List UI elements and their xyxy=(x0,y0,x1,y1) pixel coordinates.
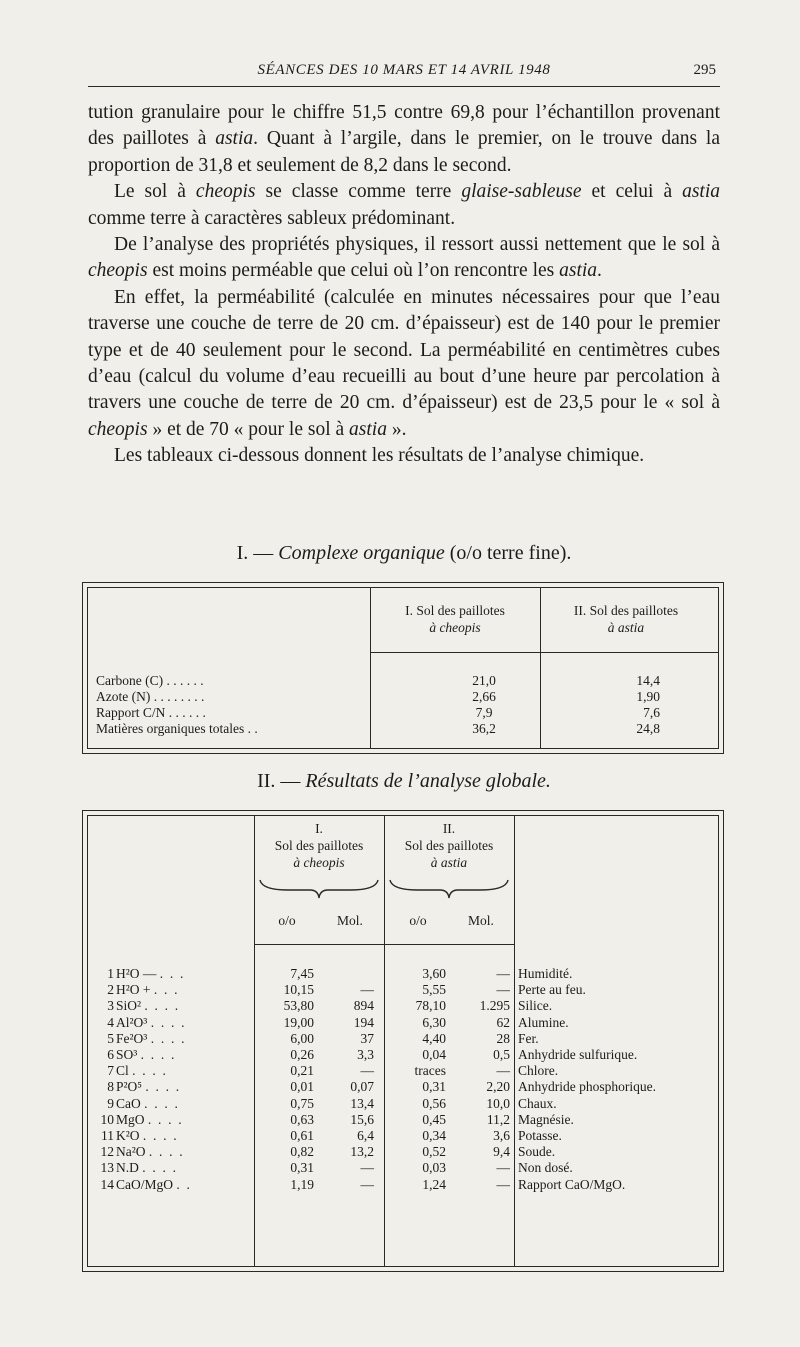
percent-astia: 0,03 xyxy=(422,1160,446,1176)
row-number: 3 xyxy=(107,998,114,1014)
row-number: 13 xyxy=(100,1160,114,1176)
table-row xyxy=(88,1128,718,1144)
row-number: 7 xyxy=(107,1063,114,1079)
row-label: SO³ . . . . xyxy=(116,1047,175,1062)
row-description: Anhydride phosphorique. xyxy=(518,1079,656,1095)
row-number: 14 xyxy=(100,1176,114,1192)
running-header xyxy=(88,58,720,87)
mol-astia: 3,6 xyxy=(493,1128,510,1143)
mol-cheopis: 194 xyxy=(353,1014,374,1030)
mol-astia: 28 xyxy=(496,1030,510,1046)
percent-cheopis: 0,01 xyxy=(290,1079,314,1095)
row-label: Rapport C/N . . . . . . xyxy=(96,705,206,720)
row-label: MgO . . . . xyxy=(116,1111,182,1127)
row-number: 12 xyxy=(100,1144,114,1160)
row-description: Chaux. xyxy=(518,1095,557,1111)
italic-term: astia xyxy=(349,418,387,440)
row-label: Carbone (C) . . . . . . xyxy=(96,673,204,688)
percent-cheopis: 6,00 xyxy=(290,1030,314,1046)
text-run: De l’analyse des propriétés physiques, il ressort aussi nettement que le sol à xyxy=(114,234,720,256)
table-organic-complex xyxy=(82,582,724,754)
value-cheopis: 7,9 xyxy=(475,705,493,720)
row-label: K²O . . . . xyxy=(116,1128,177,1143)
table-row xyxy=(88,1031,718,1047)
header-rule xyxy=(370,652,718,653)
italic-term: cheopis xyxy=(88,260,148,282)
group-title: Sol des paillotes xyxy=(404,838,494,853)
percent-cheopis: 19,00 xyxy=(283,1014,314,1030)
percent-astia: 3,60 xyxy=(422,966,446,981)
row-description: Rapport CaO/MgO. xyxy=(518,1176,626,1192)
text-run: En effet, la perméabilité (calculée en minutes nécessaires pour que l’eau traverse une couche de terre de 20 cm. d’épaisseur) est de 140 pour le premier type et de 40 seulement pour le second. La perméabilité en centimètres cubes d’eau (calcul du volume d’eau recueilli au bout d’une heure par percolation à travers une couche de terre de 20 cm. d’épaisseur) est de 23,5 pour le « sol à xyxy=(88,286,720,414)
group-number: II. xyxy=(442,821,456,836)
group-subtitle: à cheopis xyxy=(293,855,345,870)
table-row xyxy=(88,998,718,1014)
row-label: H²O + . . . xyxy=(116,982,178,998)
percent-astia: 0,34 xyxy=(422,1128,446,1143)
mol-astia: — xyxy=(496,966,510,981)
table-row xyxy=(96,672,718,689)
italic-term: cheopis xyxy=(195,181,256,203)
percent-cheopis: 1,19 xyxy=(290,1176,314,1192)
row-number: 10 xyxy=(100,1111,114,1127)
italic-term: glaise-sableuse xyxy=(461,181,582,203)
value-cheopis: 21,0 xyxy=(472,673,496,688)
group-subtitle: à astia xyxy=(430,855,468,870)
paragraph-1 xyxy=(88,100,720,179)
paragraph-3 xyxy=(88,232,720,285)
column-subtitle: à cheopis xyxy=(429,620,481,635)
row-label: Na²O . . . . xyxy=(116,1144,183,1160)
mol-astia: 1.295 xyxy=(479,998,510,1014)
row-label: CaO . . . . xyxy=(116,1095,178,1111)
row-number: 9 xyxy=(107,1095,114,1111)
subheader-mol: Mol. xyxy=(337,913,363,928)
table-row xyxy=(96,704,718,721)
row-number: 4 xyxy=(107,1014,114,1030)
table-row xyxy=(88,982,718,998)
row-description: Potasse. xyxy=(518,1128,562,1143)
paragraph-4 xyxy=(88,285,720,443)
table-row xyxy=(88,1015,718,1031)
mol-astia: — xyxy=(496,1176,510,1192)
percent-cheopis: 0,21 xyxy=(290,1063,314,1079)
mol-astia: 2,20 xyxy=(486,1079,510,1095)
mol-cheopis: — xyxy=(360,1176,374,1192)
row-label: Cl . . . . xyxy=(116,1063,166,1079)
row-description: Fer. xyxy=(518,1030,539,1046)
row-description: Magnésie. xyxy=(518,1111,574,1127)
percent-astia: 0,45 xyxy=(422,1111,446,1127)
column-header-cheopis xyxy=(370,602,540,636)
percent-cheopis: 10,15 xyxy=(283,982,314,998)
column-group-astia xyxy=(384,820,514,871)
row-label: H²O — . . . xyxy=(116,966,184,981)
column-title: I. Sol des paillotes xyxy=(405,603,505,618)
paragraph-2 xyxy=(88,179,720,232)
mol-astia: — xyxy=(496,1160,510,1176)
column-header-astia xyxy=(540,602,712,636)
mol-astia: 11,2 xyxy=(486,1111,510,1127)
column-subtitle: à astia xyxy=(607,620,645,635)
page-number: 295 xyxy=(693,62,716,78)
percent-astia: 0,04 xyxy=(422,1047,446,1062)
mol-astia: — xyxy=(496,982,510,998)
percent-cheopis: 0,82 xyxy=(290,1144,314,1160)
header-rule xyxy=(254,944,514,945)
percent-cheopis: 0,31 xyxy=(290,1160,314,1176)
mol-cheopis: 37 xyxy=(360,1030,374,1046)
value-astia: 1,90 xyxy=(636,689,660,704)
mol-cheopis: 894 xyxy=(353,998,374,1014)
section-number: I. — xyxy=(236,542,279,564)
italic-term: astia xyxy=(559,260,598,282)
row-label: Azote (N) . . . . . . . . xyxy=(96,689,205,704)
text-run: » et de 70 « pour le sol à xyxy=(147,418,350,440)
text-run: . xyxy=(597,260,602,282)
value-astia: 14,4 xyxy=(636,673,660,688)
mol-cheopis: 6,4 xyxy=(357,1128,374,1143)
table-row xyxy=(88,1079,718,1095)
row-label: Al²O³ . . . . xyxy=(116,1014,185,1030)
value-cheopis: 2,66 xyxy=(472,689,496,704)
section-suffix: (o/o terre fine). xyxy=(444,542,572,564)
mol-astia: 0,5 xyxy=(493,1047,510,1062)
table-row xyxy=(88,1160,718,1176)
section-title-2 xyxy=(88,770,720,793)
row-number: 1 xyxy=(107,966,114,981)
percent-cheopis: 7,45 xyxy=(290,966,314,981)
text-run: et celui à xyxy=(581,181,683,203)
section-number: II. — xyxy=(257,770,306,792)
text-run: comme terre à caractères sableux prédominant. xyxy=(88,207,456,229)
row-description: Perte au feu. xyxy=(518,982,586,998)
text-run: Le sol à xyxy=(114,181,196,203)
text-run: se classe comme terre xyxy=(255,181,462,203)
percent-astia: 4,40 xyxy=(422,1030,446,1046)
mol-astia: 62 xyxy=(496,1014,510,1030)
percent-astia: 0,56 xyxy=(422,1095,446,1111)
row-label: CaO/MgO . . xyxy=(116,1176,190,1192)
body-text xyxy=(88,100,720,470)
table-row xyxy=(88,1144,718,1160)
table-row xyxy=(96,688,718,705)
percent-cheopis: 0,26 xyxy=(290,1047,314,1062)
row-number: 6 xyxy=(107,1047,114,1062)
table-row xyxy=(88,1177,718,1193)
row-label: Matières organiques totales . . xyxy=(96,721,258,736)
row-description: Anhydride sulfurique. xyxy=(518,1047,638,1062)
mol-cheopis: 13,4 xyxy=(350,1095,374,1111)
column-group-cheopis xyxy=(254,820,384,871)
value-cheopis: 36,2 xyxy=(472,721,496,736)
row-description: Alumine. xyxy=(518,1014,569,1030)
row-description: Humidité. xyxy=(518,966,573,981)
group-title: Sol des paillotes xyxy=(274,838,364,853)
percent-cheopis: 0,63 xyxy=(290,1111,314,1127)
row-label: SiO² . . . . xyxy=(116,998,179,1014)
percent-astia: traces xyxy=(414,1063,446,1079)
row-label: P²O⁵ . . . . xyxy=(116,1079,180,1095)
row-number: 5 xyxy=(107,1030,114,1046)
row-number: 2 xyxy=(107,982,114,998)
italic-term: astia xyxy=(682,181,721,203)
mol-cheopis: — xyxy=(360,1160,374,1176)
percent-astia: 1,24 xyxy=(422,1176,446,1192)
text-run: . Quant à l’argile, dans le premier, on le trouve dans la proportion de 31,8 et seulement de 8,2 dans le second. xyxy=(88,128,720,176)
percent-astia: 0,31 xyxy=(422,1079,446,1095)
subheader-mol: Mol. xyxy=(468,913,494,928)
paragraph-5: Les tableaux ci-dessous donnent les résultats de l’analyse chimique. xyxy=(114,445,645,467)
mol-cheopis: 0,07 xyxy=(350,1079,374,1095)
brace-cheopis xyxy=(258,878,380,900)
mol-cheopis: 13,2 xyxy=(350,1144,374,1160)
italic-term: astia xyxy=(215,128,254,150)
row-description: Chlore. xyxy=(518,1063,559,1079)
row-description: Silice. xyxy=(518,998,553,1014)
subheader-percent: o/o xyxy=(409,913,427,928)
mol-astia: 9,4 xyxy=(493,1144,510,1160)
section-title-1 xyxy=(88,542,720,565)
row-description: Non dosé. xyxy=(518,1160,573,1176)
table-row xyxy=(88,1112,718,1128)
table-row xyxy=(88,1047,718,1063)
percent-cheopis: 0,61 xyxy=(290,1128,314,1143)
brace-astia xyxy=(388,878,510,900)
section-heading: Résultats de l’analyse globale. xyxy=(305,770,551,792)
section-heading: Complexe organique xyxy=(278,542,445,564)
text-run: est moins perméable que celui où l’on rencontre les xyxy=(147,260,560,282)
table-global-analysis xyxy=(82,810,724,1272)
mol-cheopis: 15,6 xyxy=(350,1111,374,1127)
column-title: II. Sol des paillotes xyxy=(573,603,679,618)
table-row xyxy=(88,966,718,982)
table-row xyxy=(88,1096,718,1112)
table-row xyxy=(88,1063,718,1079)
text-run: tution granulaire pour le chiffre 51,5 contre 69,8 pour l’échantillon provenant des paillotes à xyxy=(88,102,720,150)
row-description: Soude. xyxy=(518,1144,556,1160)
group-number: I. xyxy=(315,821,323,836)
mol-cheopis: — xyxy=(360,1063,374,1079)
percent-cheopis: 0,75 xyxy=(290,1095,314,1111)
mol-astia: — xyxy=(496,1063,510,1079)
mol-cheopis: 3,3 xyxy=(357,1047,374,1062)
mol-astia: 10,0 xyxy=(486,1095,510,1111)
table-row xyxy=(96,720,718,737)
row-number: 11 xyxy=(101,1128,114,1143)
row-label: N.D . . . . xyxy=(116,1160,176,1176)
percent-astia: 0,52 xyxy=(422,1144,446,1160)
percent-astia: 78,10 xyxy=(415,998,446,1014)
italic-term: cheopis xyxy=(88,418,148,440)
subheader-percent: o/o xyxy=(278,913,296,928)
row-label: Fe²O³ . . . . xyxy=(116,1030,185,1046)
percent-astia: 6,30 xyxy=(422,1014,446,1030)
percent-cheopis: 53,80 xyxy=(283,998,314,1014)
value-astia: 7,6 xyxy=(643,705,660,720)
value-astia: 24,8 xyxy=(636,721,660,736)
row-number: 8 xyxy=(107,1079,114,1095)
percent-astia: 5,55 xyxy=(422,982,446,998)
mol-cheopis: — xyxy=(360,982,374,998)
header-title: SÉANCES DES 10 MARS ET 14 AVRIL 1948 xyxy=(257,62,551,78)
text-run: ». xyxy=(386,418,407,440)
